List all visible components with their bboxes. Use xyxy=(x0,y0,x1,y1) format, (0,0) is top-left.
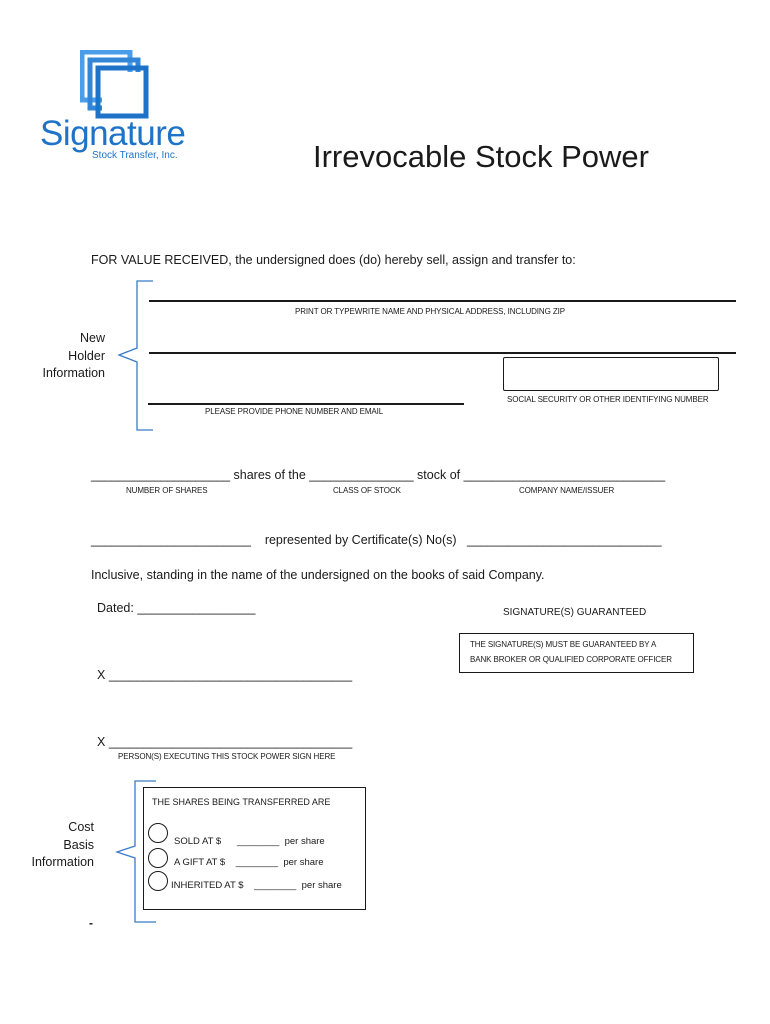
stock-of-text: stock of xyxy=(417,468,461,482)
shares-row xyxy=(91,468,665,482)
option-sold-suffix: per share xyxy=(284,836,325,847)
signature-caption: PERSON(S) EXECUTING THIS STOCK POWER SIGN HERE xyxy=(118,752,336,761)
company-name-blank[interactable]: _____________________________ xyxy=(463,468,666,482)
option-inherited-blank[interactable]: ________ xyxy=(254,880,297,891)
certificate-number-blank[interactable]: ____________________________ xyxy=(466,533,662,547)
guarantee-note-line1: THE SIGNATURE(S) MUST BE GUARANTEED BY A xyxy=(470,640,657,649)
guarantee-note-box xyxy=(459,633,694,673)
certificate-count-blank[interactable]: _______________________ xyxy=(91,533,251,547)
cost-basis-box xyxy=(143,787,366,910)
number-of-shares-blank[interactable]: ____________________ xyxy=(91,468,231,482)
option-gift-row xyxy=(174,857,323,868)
company-logo xyxy=(40,50,190,165)
signature-mark-1: X xyxy=(97,668,106,682)
option-sold-label: SOLD AT $ xyxy=(174,836,222,847)
option-inherited-label: INHERITED AT $ xyxy=(171,880,244,891)
option-sold-radio[interactable] xyxy=(148,823,168,843)
option-gift-suffix: per share xyxy=(283,857,324,868)
class-of-stock-blank[interactable]: _______________ xyxy=(309,468,414,482)
certificate-row xyxy=(91,533,662,547)
option-gift-radio[interactable] xyxy=(148,848,168,868)
guarantee-note-line2: BANK BROKER OR QUALIFIED CORPORATE OFFICER xyxy=(470,655,672,664)
option-inherited-suffix: per share xyxy=(301,880,342,891)
number-of-shares-caption: NUMBER OF SHARES xyxy=(126,486,208,495)
signature-line-2[interactable]: ___________________________________ xyxy=(108,735,353,749)
option-gift-blank[interactable]: ________ xyxy=(235,857,279,868)
dated-row xyxy=(97,601,256,615)
logo-name: Signature xyxy=(40,114,186,153)
certificate-text: represented by Certificate(s) No(s) xyxy=(264,533,457,547)
logo-mark-icon xyxy=(80,50,150,120)
name-address-line[interactable] xyxy=(149,300,736,302)
class-of-stock-caption: CLASS OF STOCK xyxy=(333,486,401,495)
dated-blank[interactable]: _________________ xyxy=(137,601,256,615)
company-name-caption: COMPANY NAME/ISSUER xyxy=(519,486,615,495)
option-sold-row xyxy=(174,836,325,847)
signature-guaranteed-heading: SIGNATURE(S) GUARANTEED xyxy=(503,607,647,618)
name-address-caption: PRINT OR TYPEWRITE NAME AND PHYSICAL ADDRESS, INCLUDING ZIP xyxy=(295,307,566,316)
phone-email-line[interactable] xyxy=(148,403,464,405)
option-gift-label: A GIFT AT $ xyxy=(174,857,226,868)
option-inherited-row xyxy=(171,880,342,891)
shares-of-text: shares of the xyxy=(233,468,306,482)
signature-row-1 xyxy=(97,668,352,682)
option-sold-blank[interactable]: ________ xyxy=(237,836,280,847)
new-holder-bracket xyxy=(115,280,155,432)
new-holder-label: New Holder Information xyxy=(42,331,105,380)
logo-tagline: Stock Transfer, Inc. xyxy=(92,150,178,161)
inclusive-text: Inclusive, standing in the name of the undersigned on the books of said Company. xyxy=(91,568,545,582)
cost-basis-label: Cost Basis Information xyxy=(31,820,94,869)
signature-mark-2: X xyxy=(97,735,106,749)
address-line-2[interactable] xyxy=(149,352,736,354)
signature-row-2 xyxy=(97,735,352,749)
intro-text: FOR VALUE RECEIVED, the undersigned does (do) hereby sell, assign and transfer to: xyxy=(91,253,576,267)
phone-email-caption: PLEASE PROVIDE PHONE NUMBER AND EMAIL xyxy=(205,407,384,416)
dated-label: Dated: xyxy=(97,601,134,615)
signature-line-1[interactable]: ___________________________________ xyxy=(108,668,353,682)
ssn-input-box[interactable] xyxy=(503,357,719,391)
ssn-caption: SOCIAL SECURITY OR OTHER IDENTIFYING NUMBER xyxy=(507,395,709,404)
cost-basis-heading: THE SHARES BEING TRANSFERRED ARE xyxy=(152,797,331,807)
footer-mark: - xyxy=(89,916,93,930)
page-title: Irrevocable Stock Power xyxy=(313,139,649,174)
option-inherited-radio[interactable] xyxy=(148,871,168,891)
